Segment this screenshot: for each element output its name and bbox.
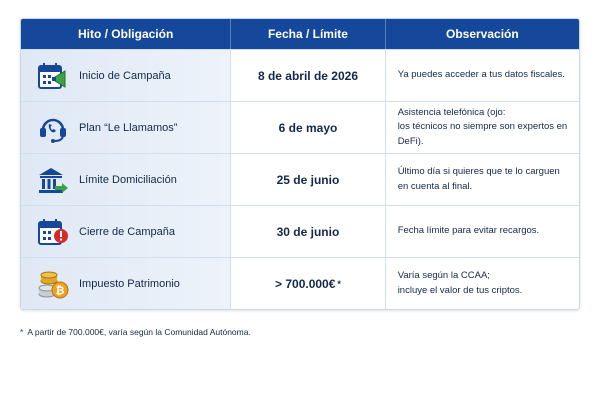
header-observation: Observación (385, 19, 579, 49)
table-row (21, 153, 579, 205)
calendar-table (20, 18, 580, 310)
header-date: Fecha / Límite (230, 19, 384, 49)
observation-line: los técnicos no siempre son expertos en DeFi). (397, 121, 568, 147)
calendar-alert-icon (37, 216, 69, 248)
date-cell (230, 50, 384, 101)
calendar-megaphone-icon (37, 60, 69, 92)
coins-bitcoin-icon (37, 268, 69, 300)
observation-line: Varía según la CCAA; (397, 270, 490, 282)
footnote-marker: * (20, 327, 24, 337)
table-row (21, 205, 579, 257)
observation-cell (385, 206, 579, 257)
footnote-marker: * (337, 278, 341, 289)
milestone-label: Plan “Le Llamamos” (79, 121, 178, 134)
date-cell (230, 258, 384, 309)
svg-text:₿: ₿ (55, 283, 65, 297)
date-value: 8 de abril de 2026 (257, 68, 358, 83)
observation-line: Ya puedes acceder a tus datos fiscales. (397, 69, 565, 81)
bank-arrow-icon (37, 164, 69, 196)
table-row (21, 101, 579, 153)
milestone-label: Cierre de Campaña (79, 225, 175, 238)
observation-line: incluye el valor de tus criptos. (397, 284, 523, 296)
date-value: > 700.000€ (275, 276, 336, 291)
observation-cell (385, 154, 579, 205)
observation-cell (385, 258, 579, 309)
table-row (21, 257, 579, 309)
footnote (20, 327, 251, 337)
footnote-text: A partir de 700.000€, varía según la Comunidad Autónoma. (27, 327, 251, 337)
observation-cell (385, 102, 579, 153)
observation-cell (385, 50, 579, 101)
observation-line: en cuenta al final. (397, 180, 473, 192)
date-cell (230, 154, 384, 205)
observation-line: Fecha límite para evitar recargos. (397, 225, 540, 237)
milestone-label: Impuesto Patrimonio (79, 277, 180, 290)
milestone-label: Límite Domiciliación (79, 173, 177, 186)
milestone-label: Inicio de Campaña (79, 69, 171, 82)
date-value: 6 de mayo (278, 120, 338, 135)
table-row (21, 49, 579, 101)
date-cell (230, 206, 384, 257)
date-cell (230, 102, 384, 153)
observation-line: Asistencia telefónica (ojo: (397, 107, 506, 119)
observation-line: Último día si quieres que te lo carguen (397, 166, 560, 178)
date-value: 30 de junio (276, 224, 340, 239)
header-milestone: Hito / Obligación (77, 27, 174, 41)
date-value: 25 de junio (276, 172, 340, 187)
phone-headset-icon (37, 112, 69, 144)
table-header (21, 19, 579, 49)
